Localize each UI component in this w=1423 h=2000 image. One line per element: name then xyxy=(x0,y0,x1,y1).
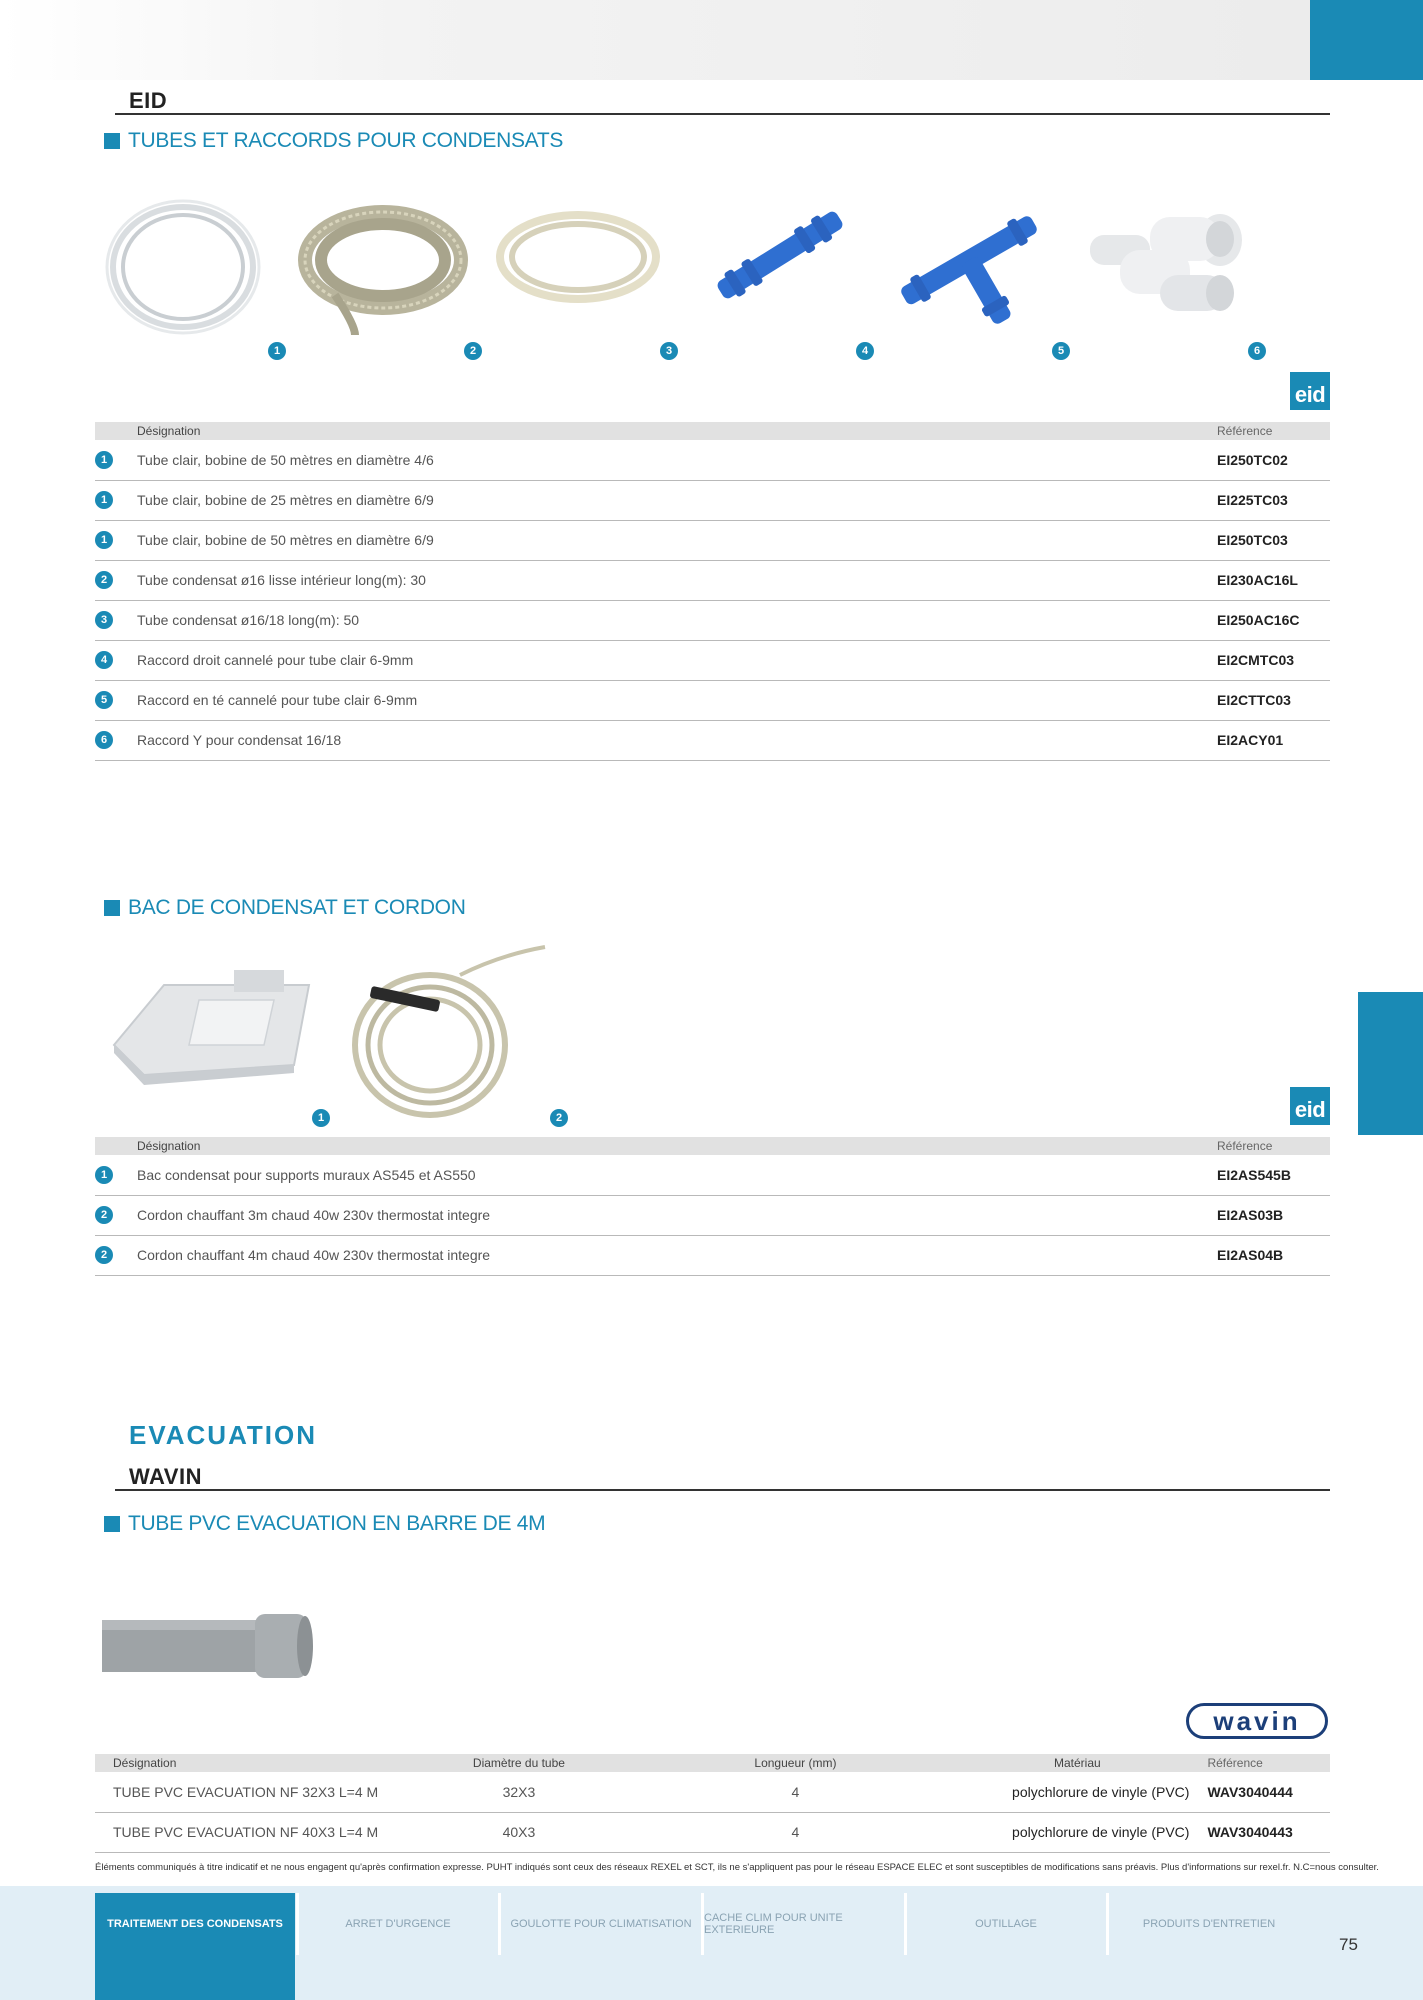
row-length: 4 xyxy=(644,1812,948,1852)
smooth-condensate-coil-image xyxy=(493,205,663,315)
row-reference: EI2CMTC03 xyxy=(1217,640,1330,680)
clear-tube-coil-image xyxy=(98,195,268,345)
heating-cord-image xyxy=(340,935,550,1125)
nav-tab-produits-entretien[interactable]: PRODUITS D'ENTRETIEN xyxy=(1142,1918,1276,1930)
y-connector-image xyxy=(1080,205,1250,325)
top-banner xyxy=(0,0,1310,80)
table-header-row xyxy=(95,422,1330,440)
table-row xyxy=(95,1235,1330,1275)
section-heading-text: TUBE PVC EVACUATION EN BARRE DE 4M xyxy=(128,1512,546,1535)
col-length: Longueur (mm) xyxy=(644,1754,948,1772)
nav-tab-outillage[interactable]: OUTILLAGE xyxy=(975,1918,1037,1930)
row-reference: EI250TC02 xyxy=(1217,440,1330,480)
row-diameter: 40X3 xyxy=(394,1812,643,1852)
row-designation: Tube condensat ø16/18 long(m): 50 xyxy=(137,600,1217,640)
table-row xyxy=(95,680,1330,720)
section-heading-bac xyxy=(104,896,466,920)
row-badge: 6 xyxy=(95,731,113,749)
row-badge: 1 xyxy=(95,451,113,469)
row-reference: EI2AS04B xyxy=(1217,1235,1330,1275)
nav-tab-goulotte[interactable]: GOULOTTE POUR CLIMATISATION xyxy=(510,1918,692,1930)
pvc-products-table xyxy=(95,1754,1330,1853)
product-badge-6: 6 xyxy=(1248,342,1266,360)
condensate-products-table xyxy=(95,422,1330,761)
row-designation: Raccord droit cannelé pour tube clair 6-9mm xyxy=(137,640,1217,680)
row-designation: TUBE PVC EVACUATION NF 40X3 L=4 M xyxy=(95,1812,394,1852)
table-row xyxy=(95,600,1330,640)
brand-divider xyxy=(115,1489,1330,1491)
row-reference: EI2CTTC03 xyxy=(1217,680,1330,720)
nav-tab-cache-clim[interactable]: CACHE CLIM POUR UNITE EXTERIEURE xyxy=(704,1912,843,1936)
row-designation: Tube clair, bobine de 25 mètres en diamètre 6/9 xyxy=(137,480,1217,520)
row-designation: Bac condensat pour supports muraux AS545 et AS550 xyxy=(137,1155,1217,1195)
disclaimer-text: Éléments communiqués à titre indicatif et ne nous engagent qu'après confirmation expresse. PUHT indiqués sont ceux des réseaux REXEL et SCT, ils ne s'appliquent pas pour le réseau ESPACE ELEC et sont susceptibles de modifications sans préavis. Plus d'informations sur rexel.fr. N.C=nous consulter. xyxy=(95,1862,1379,1873)
table-row xyxy=(95,1772,1330,1812)
section-heading-text: BAC DE CONDENSAT ET CORDON xyxy=(128,896,466,919)
heading-square-icon xyxy=(104,900,120,916)
row-reference: EI250TC03 xyxy=(1217,520,1330,560)
product-badge-3: 3 xyxy=(660,342,678,360)
brand-title-wavin: WAVIN xyxy=(129,1464,202,1489)
col-designation: Désignation xyxy=(137,1137,1217,1155)
row-badge: 2 xyxy=(95,1206,113,1224)
row-reference: EI250AC16C xyxy=(1217,600,1330,640)
table-header-row xyxy=(95,1137,1330,1155)
nav-tab-traitement-condensats[interactable]: TRAITEMENT DES CONDENSATS xyxy=(95,1893,295,2000)
flexible-condensate-coil-image xyxy=(295,195,470,345)
row-badge: 1 xyxy=(95,491,113,509)
category-title: EVACUATION xyxy=(129,1420,318,1450)
table-row xyxy=(95,560,1330,600)
nav-tab-arret-urgence[interactable]: ARRET D'URGENCE xyxy=(345,1918,451,1930)
table-row xyxy=(95,1155,1330,1195)
table-row xyxy=(95,480,1330,520)
row-designation: Cordon chauffant 4m chaud 40w 230v thermostat integre xyxy=(137,1235,1217,1275)
row-designation: Cordon chauffant 3m chaud 40w 230v thermostat integre xyxy=(137,1195,1217,1235)
row-reference: EI230AC16L xyxy=(1217,560,1330,600)
row-reference: WAV3040443 xyxy=(1207,1812,1330,1852)
wavin-brand-logo: wavin xyxy=(1186,1703,1328,1739)
eid-brand-logo: eid xyxy=(1290,1087,1330,1125)
row-badge: 2 xyxy=(95,1246,113,1264)
product-badge-2: 2 xyxy=(550,1109,568,1127)
row-badge: 5 xyxy=(95,691,113,709)
table-row xyxy=(95,520,1330,560)
product-badge-5: 5 xyxy=(1052,342,1070,360)
row-material: polychlorure de vinyle (PVC) xyxy=(947,1812,1207,1852)
col-reference: Référence xyxy=(1217,1137,1330,1155)
pvc-pipe-image xyxy=(100,1612,315,1682)
table-row xyxy=(95,720,1330,760)
row-designation: TUBE PVC EVACUATION NF 32X3 L=4 M xyxy=(95,1772,394,1812)
top-accent-tab xyxy=(1310,0,1423,80)
col-designation: Désignation xyxy=(95,1754,394,1772)
section-heading-text: TUBES ET RACCORDS POUR CONDENSATS xyxy=(128,129,564,152)
row-designation: Raccord en té cannelé pour tube clair 6-9mm xyxy=(137,680,1217,720)
row-reference: EI2ACY01 xyxy=(1217,720,1330,760)
heading-square-icon xyxy=(104,133,120,149)
table-header-row xyxy=(95,1754,1330,1772)
brand-divider xyxy=(115,113,1330,115)
page-number: 75 xyxy=(1339,1935,1358,1954)
table-row xyxy=(95,1195,1330,1235)
condensate-tray-image xyxy=(104,965,314,1095)
col-material: Matériau xyxy=(947,1754,1207,1772)
bac-products-table xyxy=(95,1137,1330,1276)
brand-title-eid: EID xyxy=(129,88,168,113)
row-designation: Tube clair, bobine de 50 mètres en diamètre 6/9 xyxy=(137,520,1217,560)
row-badge: 1 xyxy=(95,1166,113,1184)
section-heading-pvc xyxy=(104,1512,545,1536)
table-row xyxy=(95,1812,1330,1852)
product-badge-2: 2 xyxy=(464,342,482,360)
row-reference: EI2AS03B xyxy=(1217,1195,1330,1235)
col-diameter: Diamètre du tube xyxy=(394,1754,643,1772)
section-heading-tubes xyxy=(104,129,563,153)
row-designation: Tube condensat ø16 lisse intérieur long(m): 30 xyxy=(137,560,1217,600)
tee-connector-image xyxy=(885,190,1055,335)
col-reference: Référence xyxy=(1207,1754,1330,1772)
col-designation: Désignation xyxy=(137,422,1217,440)
row-reference: EI225TC03 xyxy=(1217,480,1330,520)
product-badge-1: 1 xyxy=(268,342,286,360)
product-badge-1: 1 xyxy=(312,1109,330,1127)
straight-connector-image xyxy=(700,195,860,315)
row-designation: Tube clair, bobine de 50 mètres en diamètre 4/6 xyxy=(137,440,1217,480)
eid-brand-logo: eid xyxy=(1290,372,1330,410)
row-material: polychlorure de vinyle (PVC) xyxy=(947,1772,1207,1812)
row-length: 4 xyxy=(644,1772,948,1812)
product-badge-4: 4 xyxy=(856,342,874,360)
side-accent-tab xyxy=(1358,992,1423,1135)
row-designation: Raccord Y pour condensat 16/18 xyxy=(137,720,1217,760)
row-reference: WAV3040444 xyxy=(1207,1772,1330,1812)
table-row xyxy=(95,640,1330,680)
row-badge: 2 xyxy=(95,571,113,589)
heading-square-icon xyxy=(104,1516,120,1532)
row-badge: 1 xyxy=(95,531,113,549)
row-badge: 3 xyxy=(95,611,113,629)
col-reference: Référence xyxy=(1217,422,1330,440)
row-reference: EI2AS545B xyxy=(1217,1155,1330,1195)
table-row xyxy=(95,440,1330,480)
row-diameter: 32X3 xyxy=(394,1772,643,1812)
row-badge: 4 xyxy=(95,651,113,669)
